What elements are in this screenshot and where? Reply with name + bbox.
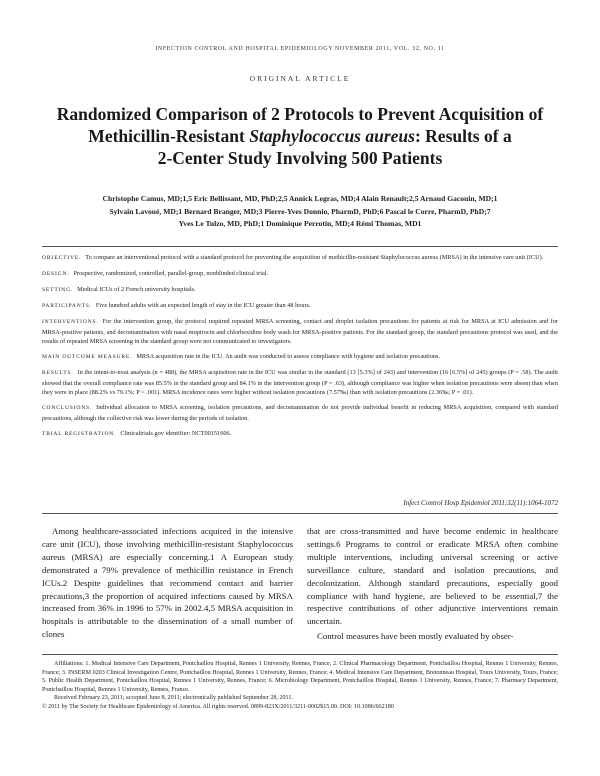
- results-text: In the intent-to-treat analysis (n = 488), the MRSA acquisition rate in the ICU was similar in the standard (13 [5.3%] of 243) and intervention (16 [6.5%] of 245) groups (P = .58). The audit showed that the overall compliance rate was 85.5% in the standard group and 84.1% in the intervention group (P = .63), although compliance was higher when isolation precautions were absent than when they were in place (88.2% vs 79.1%; P < .001). MRSA incidence rates were higher without isolation precautions (7.57‰) than with isolation precautions (2.36‰; P = .01).: [42, 369, 558, 397]
- copyright: © 2011 by The Society for Healthcare Epidemiology of America. All rights reserved. 0899-823X/2011/3211-0002$15.00. DOI: 10.1086/662180: [42, 703, 394, 710]
- title-line-2-italic: Staphylococcus aureus: [249, 126, 415, 146]
- title-line-3: 2-Center Study Involving 500 Patients: [157, 148, 443, 168]
- outcome-text: MRSA acquisition rate in the ICU. An audit was conducted to assess compliance with hygiene and isolation precautions.: [136, 353, 441, 361]
- conclusions-text: Individual allocation to MRSA screening, isolation precautions, and decontamination do not provide individual benefit in reducing MRSA acquisition, compared with standard precautions, although the collective risk was lower during the periods of isolation.: [42, 404, 558, 422]
- title-line-2-pre: Methicillin-Resistant: [88, 126, 250, 146]
- results-label: RESULTS.: [42, 370, 74, 377]
- authors-line-1: Christophe Camus, MD;1,5 Eric Bellissant, MD, PhD;2,5 Annick Legras, MD;4 Alain Renault;2,5 Arnaud Gacouin, MD;1: [102, 194, 498, 203]
- trial-text: Clinicaltrials.gov identifier: NCT00151606.: [120, 429, 232, 437]
- design-text: Prospective, randomized, controlled, parallel-group, nonblinded clinical trial.: [73, 269, 269, 277]
- article-title: [40, 103, 560, 169]
- interventions-label: INTERVENTIONS.: [42, 318, 99, 325]
- title-line-1: Randomized Comparison of 2 Protocols to Prevent Acquisition of: [56, 104, 544, 124]
- title-line-2: [40, 125, 560, 147]
- abstract-top-rule: [42, 246, 558, 247]
- abstract-conclusions: [42, 403, 558, 423]
- author-list: [40, 193, 560, 231]
- trial-label: TRIAL REGISTRATION.: [42, 430, 117, 437]
- abstract-design: [42, 269, 558, 280]
- design-label: DESIGN.: [42, 270, 70, 277]
- body-paragraph: that are cross-transmitted and have become endemic in healthcare settings.6 Programs to control or eradicate MRSA often combine multiple interventions, including universal screening or active surveillance culture, standard and isolation precautions, and decolonization. Although standard precautions, especially good compliance with hand hygiene, are believed to be essential,7 the respective contributions of other adjunctive interventions remain uncertain.: [307, 526, 558, 627]
- authors-line-3: Yves Le Tulzo, MD, PhD;1 Dominique Perrotin, MD;4 Rémi Thomas, MD1: [178, 219, 422, 229]
- abstract-bottom-rule: [42, 513, 558, 514]
- body-column-left: [42, 525, 293, 641]
- outcome-label: MAIN OUTCOME MEASURE.: [42, 354, 133, 361]
- setting-label: SETTING.: [42, 286, 74, 293]
- section-label: ORIGINAL ARTICLE: [249, 74, 351, 83]
- title-line-2-post: : Results of a: [414, 126, 512, 146]
- body-paragraph: Among healthcare-associated infections acquired in the intensive care unit (ICU), those involving methicillin-resistant Staphylococcus aureus (MRSA) are especially concerning.1 A European study demonstrated a 79% prevalence of methicillin resistance in French ICUs.2 Despite guidelines that recommend contact and barrier precautions,3 the proportion of acquired infections caused by MRSA increased from 36% in 1996 to 57% in 2002.4,5 MRSA acquisition in hospitals is attributable to the dissemination of a small number of clones: [42, 526, 293, 640]
- footnotes: [42, 660, 558, 712]
- objective-label: OBJECTIVE.: [42, 255, 82, 261]
- interventions-text: For the intervention group, the protocol required repeated MRSA screening, contact and droplet isolation precautions for patients at risk for MRSA at ICU admission and for MRSA-positive patients, and decontamination with nasal mupirocin and chlorhexidine body wash for MRSA-positive patients. For the standard group, the standard precautions protocol was used, and the results of repeated MRSA screening in the standard group were not communicated to investigators.: [42, 317, 558, 346]
- running-head: INFECTION CONTROL AND HOSPITAL EPIDEMIOLOGY NOVEMBER 2011, VOL. 32, NO. 11: [155, 46, 445, 52]
- body-paragraph: Control measures have been mostly evaluated by obser-: [317, 631, 514, 642]
- abstract-results: [42, 368, 558, 398]
- body-column-right: [307, 525, 558, 643]
- abstract-trial-registration: [42, 429, 558, 440]
- setting-text: Medical ICUs of 2 French university hospitals.: [77, 285, 196, 293]
- participants-text: Five hundred adults with an expected length of stay in the ICU greater than 48 hours.: [95, 301, 311, 309]
- journal-citation: Infect Control Hosp Epidemiol 2011;32(11):1064-1072: [403, 499, 558, 507]
- abstract-participants: [42, 301, 558, 312]
- received-dates: Received February 23, 2011; accepted June 8, 2011; electronically published September 28, 2011.: [54, 695, 293, 702]
- authors-line-2: Sylvain Lavoué, MD;1 Bernard Branger, MD;3 Pierre-Yves Donnio, PharmD, PhD;6 Pascal le Corre, PharmD, PhD;7: [109, 206, 491, 216]
- abstract-interventions: [42, 317, 558, 347]
- conclusions-label: CONCLUSIONS.: [42, 405, 93, 412]
- objective-text: To compare an interventional protocol with a standard protocol for preventing the acquisition of methicillin-resistant Staphylococcus aureus (MRSA) in the intensive care unit (ICU).: [85, 254, 544, 261]
- abstract-outcome: [42, 352, 558, 363]
- abstract-objective: [42, 253, 558, 264]
- footnote-rule: [42, 654, 558, 655]
- abstract-setting: [42, 285, 558, 296]
- affiliations: Affiliations: 1. Medical Intensive Care Department, Pontchaillou Hospital, Rennes 1 University, Rennes, France; 2. Clinical Pharmacology Department, Pontchaillou Hospital, Rennes 1 University, Rennes, France; 3. INSERM 0203 Clinical Investigation Centre, Pontchaillou Hospital, Rennes 1 University, Rennes, France; 4. Medical Intensive Care Department, Bretonneau Hospital, Tours University, Tours, France; 5. Public Health Department, Pontchaillou Hospital, Rennes 1 University, Rennes, France; 6. Microbiology Department, Pontchaillou Hospital, Rennes 1 University, Rennes, France; 7. Pharmacy Department, Pontchaillou Hospital, Rennes 1 University, Rennes, France.: [42, 661, 558, 693]
- abstract: [42, 253, 558, 445]
- participants-label: PARTICIPANTS.: [42, 302, 92, 309]
